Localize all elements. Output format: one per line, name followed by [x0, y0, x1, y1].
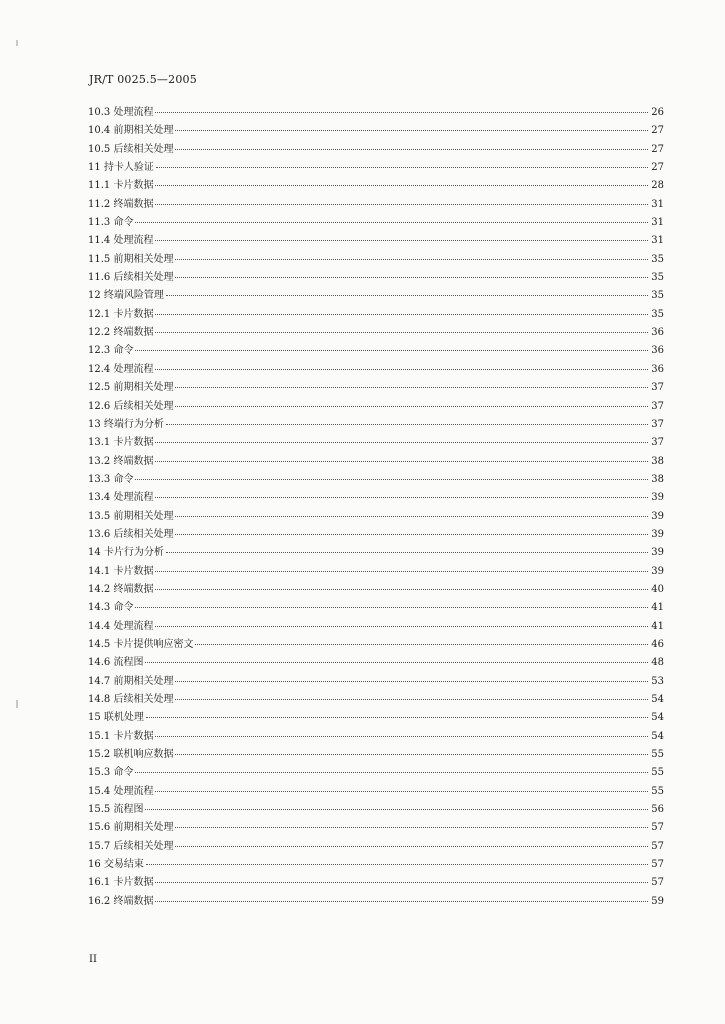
- toc-entry-page: 41: [651, 620, 664, 632]
- toc-leader-dots: [166, 552, 648, 553]
- toc-entry-page: 38: [651, 473, 664, 485]
- toc-entry[interactable]: [88, 231, 664, 249]
- toc-entry[interactable]: [88, 617, 664, 635]
- toc-entry-label: 14.2 终端数据: [88, 583, 154, 595]
- toc-entry-label: 15.1 卡片数据: [88, 730, 154, 742]
- toc-entry-page: 39: [651, 510, 664, 522]
- toc-entry-label: 14.7 前期相关处理: [88, 675, 174, 687]
- toc-entry-label: 14.4 处理流程: [88, 620, 154, 632]
- toc-entry-page: 57: [651, 877, 664, 889]
- toc-entry-page: 57: [651, 859, 664, 871]
- toc-entry-label: 14.3 命令: [88, 602, 134, 614]
- toc-leader-dots: [155, 571, 648, 572]
- toc-entry-label: 15.5 流程图: [88, 804, 144, 816]
- toc-entry-label: 11.5 前期相关处理: [88, 253, 174, 265]
- toc-entry[interactable]: [88, 690, 664, 708]
- toc-leader-dots: [175, 516, 648, 517]
- toc-entry-page: 35: [651, 290, 664, 302]
- toc-entry-page: 40: [651, 583, 664, 595]
- toc-entry-page: 55: [651, 785, 664, 797]
- toc-leader-dots: [155, 369, 648, 370]
- toc-entry-page: 35: [651, 253, 664, 265]
- toc-entry-label: 14.5 卡片提供响应密文: [88, 638, 194, 650]
- toc-entry[interactable]: [88, 305, 664, 323]
- toc-entry[interactable]: [88, 507, 664, 525]
- toc-leader-dots: [175, 259, 648, 260]
- toc-entry-label: 11.1 卡片数据: [88, 180, 154, 192]
- toc-entry[interactable]: [88, 323, 664, 341]
- toc-leader-dots: [155, 736, 648, 737]
- toc-entry[interactable]: [88, 873, 664, 891]
- toc-leader-dots: [155, 589, 648, 590]
- toc-entry[interactable]: [88, 580, 664, 598]
- toc-entry-label: 12 终端风险管理: [88, 290, 164, 302]
- toc-entry[interactable]: [88, 378, 664, 396]
- toc-entry-label: 13.4 处理流程: [88, 492, 154, 504]
- toc-leader-dots: [155, 442, 648, 443]
- toc-entry-page: 37: [651, 382, 664, 394]
- toc-leader-dots: [135, 772, 648, 773]
- toc-entry-page: 54: [651, 730, 664, 742]
- toc-entry[interactable]: [88, 488, 664, 506]
- toc-leader-dots: [175, 130, 648, 131]
- toc-entry[interactable]: [88, 268, 664, 286]
- toc-leader-dots: [135, 350, 648, 351]
- toc-entry[interactable]: [88, 672, 664, 690]
- toc-entry-page: 39: [651, 547, 664, 559]
- toc-entry-label: 11.2 终端数据: [88, 198, 154, 210]
- toc-entry[interactable]: [88, 745, 664, 763]
- toc-entry[interactable]: [88, 708, 664, 726]
- toc-entry-page: 38: [651, 455, 664, 467]
- toc-leader-dots: [175, 406, 648, 407]
- toc-entry-page: 41: [651, 602, 664, 614]
- toc-leader-dots: [135, 479, 648, 480]
- toc-entry[interactable]: [88, 782, 664, 800]
- toc-leader-dots: [155, 332, 648, 333]
- toc-leader-dots: [175, 754, 648, 755]
- toc-leader-dots: [175, 681, 648, 682]
- toc-entry[interactable]: [88, 397, 664, 415]
- toc-leader-dots: [146, 864, 648, 865]
- toc-entry-label: 13.2 终端数据: [88, 455, 154, 467]
- toc-entry-label: 15.3 命令: [88, 767, 134, 779]
- toc-entry-label: 16.2 终端数据: [88, 895, 154, 907]
- toc-entry[interactable]: [88, 598, 664, 616]
- table-of-contents: [88, 103, 664, 910]
- toc-entry[interactable]: [88, 855, 664, 873]
- toc-entry-page: 54: [651, 694, 664, 705]
- toc-leader-dots: [155, 461, 648, 462]
- toc-leader-dots: [155, 112, 648, 113]
- toc-entry-page: 37: [651, 437, 664, 449]
- toc-leader-dots: [155, 204, 648, 205]
- toc-entry[interactable]: [88, 433, 664, 451]
- toc-entry-page: 54: [651, 712, 664, 724]
- toc-leader-dots: [146, 717, 648, 718]
- toc-entry-page: 35: [651, 272, 664, 284]
- toc-leader-dots: [155, 791, 648, 792]
- toc-entry-page: 53: [651, 675, 664, 687]
- toc-entry[interactable]: [88, 470, 664, 488]
- scan-artifact: [16, 40, 18, 46]
- toc-leader-dots: [175, 827, 648, 828]
- toc-entry-page: 36: [651, 345, 664, 357]
- toc-leader-dots: [155, 314, 648, 315]
- toc-entry-page: 27: [651, 143, 664, 155]
- toc-entry[interactable]: [88, 341, 664, 359]
- toc-entry-page: 37: [651, 418, 664, 430]
- document-code-header: JR/T 0025.5—2005: [89, 73, 197, 86]
- toc-entry-label: 11.6 后续相关处理: [88, 272, 174, 284]
- toc-leader-dots: [155, 185, 648, 186]
- toc-entry-label: 11 持卡人验证: [88, 162, 154, 174]
- toc-entry[interactable]: [88, 158, 664, 176]
- toc-entry-page: 39: [651, 528, 664, 540]
- toc-entry[interactable]: [88, 176, 664, 194]
- toc-entry[interactable]: [88, 562, 664, 580]
- toc-entry-page: 31: [651, 235, 664, 247]
- toc-entry[interactable]: [88, 763, 664, 781]
- toc-entry[interactable]: [88, 525, 664, 543]
- toc-entry[interactable]: [88, 140, 664, 158]
- toc-entry-page: 55: [651, 749, 664, 761]
- toc-entry-page: 36: [651, 327, 664, 339]
- toc-entry-label: 14 卡片行为分析: [88, 547, 164, 559]
- toc-entry-label: 15.7 后续相关处理: [88, 840, 174, 852]
- toc-entry-label: 13 终端行为分析: [88, 418, 164, 430]
- toc-entry-label: 15.4 处理流程: [88, 785, 154, 797]
- toc-entry-label: 11.3 命令: [88, 217, 134, 229]
- toc-entry[interactable]: [88, 213, 664, 231]
- toc-leader-dots: [155, 901, 648, 902]
- toc-entry-page: 27: [651, 125, 664, 137]
- toc-entry-label: 13.1 卡片数据: [88, 437, 154, 449]
- toc-entry-label: 15.2 联机响应数据: [88, 749, 174, 761]
- page-number-footer: II: [89, 954, 97, 965]
- toc-leader-dots: [175, 846, 648, 847]
- toc-leader-dots: [175, 534, 648, 535]
- toc-entry[interactable]: [88, 892, 664, 910]
- scan-artifact: [16, 700, 18, 708]
- toc-leader-dots: [175, 277, 648, 278]
- toc-entry-label: 10.5 后续相关处理: [88, 143, 174, 155]
- toc-entry-label: 13.6 后续相关处理: [88, 528, 174, 540]
- toc-leader-dots: [155, 240, 648, 241]
- toc-entry[interactable]: [88, 818, 664, 836]
- toc-entry[interactable]: [88, 360, 664, 378]
- toc-leader-dots: [175, 699, 648, 700]
- toc-leader-dots: [175, 387, 648, 388]
- toc-leader-dots: [166, 295, 648, 296]
- toc-entry-label: 12.2 终端数据: [88, 327, 154, 339]
- toc-entry-label: 16 交易结束: [88, 859, 144, 871]
- toc-entry-label: 10.4 前期相关处理: [88, 125, 174, 137]
- toc-entry-page: 59: [651, 895, 664, 907]
- toc-entry-page: 56: [651, 804, 664, 816]
- toc-entry-page: 39: [651, 492, 664, 504]
- toc-entry-label: 12.3 命令: [88, 345, 134, 357]
- toc-leader-dots: [155, 497, 648, 498]
- toc-entry-page: 36: [651, 363, 664, 375]
- toc-entry-label: 12.4 处理流程: [88, 363, 154, 375]
- toc-entry[interactable]: [88, 103, 664, 121]
- toc-entry[interactable]: [88, 543, 664, 561]
- toc-entry-page: 31: [651, 198, 664, 210]
- toc-entry[interactable]: [88, 635, 664, 653]
- toc-entry-label: 12.6 后续相关处理: [88, 400, 174, 412]
- toc-leader-dots: [155, 626, 648, 627]
- toc-entry[interactable]: [88, 653, 664, 671]
- toc-entry-page: 35: [651, 308, 664, 320]
- toc-entry-label: 13.5 前期相关处理: [88, 510, 174, 522]
- toc-entry-label: 10.3 处理流程: [88, 107, 154, 118]
- toc-entry-page: 26: [651, 107, 664, 118]
- toc-entry-label: 15.6 前期相关处理: [88, 822, 174, 834]
- toc-entry-label: 11.4 处理流程: [88, 235, 154, 247]
- toc-leader-dots: [135, 607, 648, 608]
- toc-leader-dots: [145, 809, 648, 810]
- toc-entry[interactable]: [88, 800, 664, 818]
- toc-leader-dots: [135, 222, 648, 223]
- toc-leader-dots: [166, 424, 648, 425]
- toc-leader-dots: [175, 149, 648, 150]
- toc-entry[interactable]: [88, 121, 664, 139]
- toc-leader-dots: [195, 644, 648, 645]
- toc-entry-label: 14.1 卡片数据: [88, 565, 154, 577]
- toc-entry[interactable]: [88, 286, 664, 304]
- toc-entry-label: 16.1 卡片数据: [88, 877, 154, 889]
- toc-entry-page: 39: [651, 565, 664, 577]
- toc-entry[interactable]: [88, 195, 664, 213]
- toc-entry-page: 46: [651, 638, 664, 650]
- toc-entry[interactable]: [88, 415, 664, 433]
- toc-entry-page: 37: [651, 400, 664, 412]
- toc-entry[interactable]: [88, 727, 664, 745]
- toc-entry[interactable]: [88, 250, 664, 268]
- toc-entry-label: 15 联机处理: [88, 712, 144, 724]
- toc-entry-label: 14.8 后续相关处理: [88, 694, 174, 705]
- toc-leader-dots: [156, 167, 648, 168]
- toc-entry-label: 13.3 命令: [88, 473, 134, 485]
- toc-entry-label: 12.5 前期相关处理: [88, 382, 174, 394]
- toc-entry-page: 57: [651, 840, 664, 852]
- toc-entry-label: 14.6 流程图: [88, 657, 144, 669]
- toc-entry-page: 31: [651, 217, 664, 229]
- toc-entry[interactable]: [88, 452, 664, 470]
- toc-entry[interactable]: [88, 837, 664, 855]
- toc-entry-page: 27: [651, 162, 664, 174]
- toc-entry-label: 12.1 卡片数据: [88, 308, 154, 320]
- toc-entry-page: 48: [651, 657, 664, 669]
- toc-entry-page: 28: [651, 180, 664, 192]
- toc-leader-dots: [145, 662, 648, 663]
- toc-leader-dots: [155, 882, 648, 883]
- toc-entry-page: 57: [651, 822, 664, 834]
- toc-entry-page: 55: [651, 767, 664, 779]
